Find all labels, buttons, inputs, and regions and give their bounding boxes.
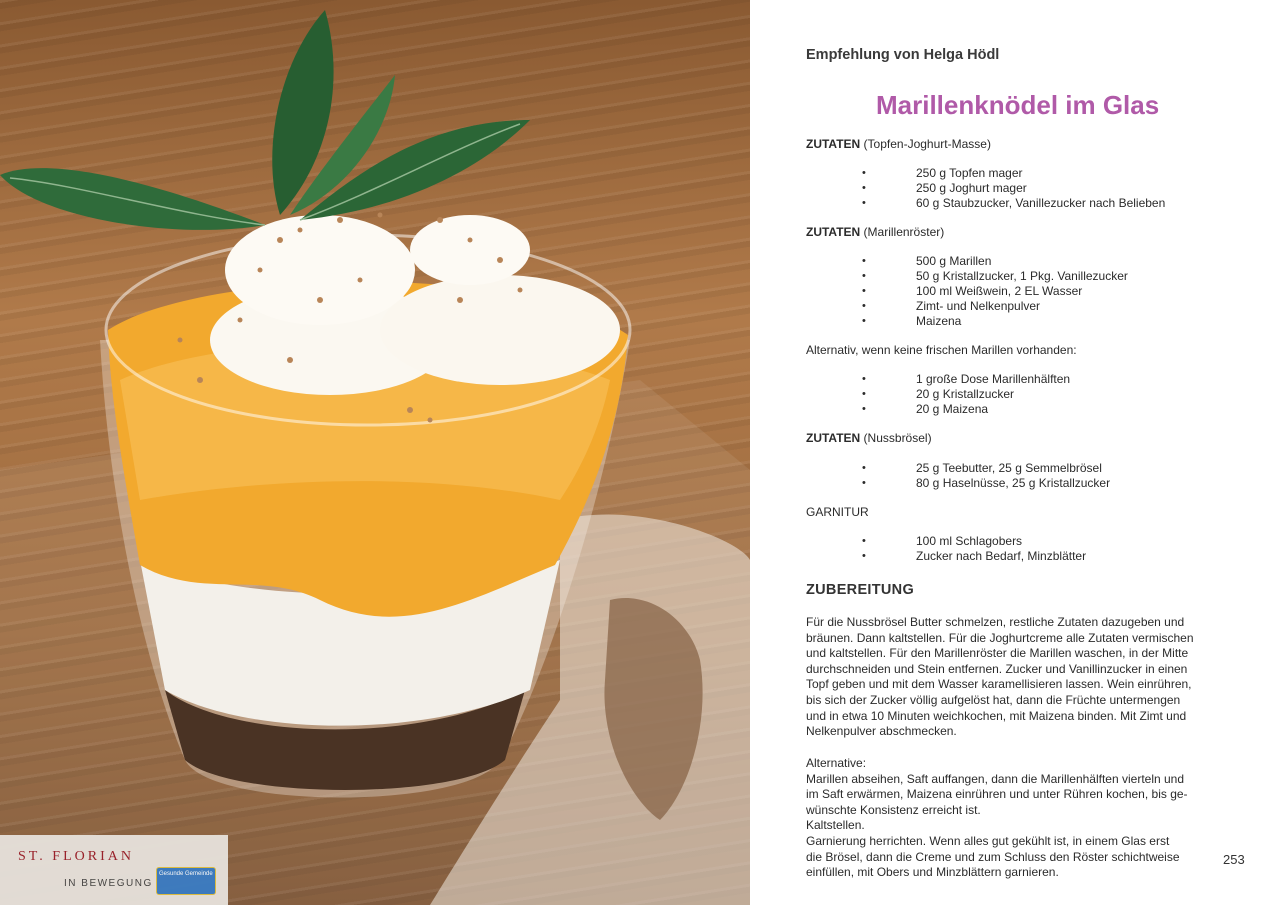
text-line: einfüllen, mit Obers und Minzblättern garnieren. (806, 865, 1059, 880)
section-heading-bold: ZUTATEN (806, 137, 861, 151)
ingredient-list-roester (806, 254, 1128, 329)
list-item: • Zucker nach Bedarf, Minzblätter (806, 549, 1086, 564)
ingredient-list-nuss (806, 461, 1110, 491)
list-item: • 1 große Dose Marillenhälften (806, 372, 1070, 387)
list-item: • Maizena (806, 314, 1128, 329)
text-line: Alternative: (806, 756, 867, 770)
list-item: • 50 g Kristallzucker, 1 Pkg. Vanillezucker (806, 269, 1128, 284)
page-number: 253 (1223, 852, 1245, 867)
badge-text: Gesunde Gemeinde (159, 871, 213, 877)
page-title: Marillenknödel im Glas (876, 90, 1160, 120)
text-line: bis sich der Zucker völlig aufgelöst hat, dann die Früchte untermengen (806, 692, 1181, 707)
text-line: im Saft erwärmen, Maizena einrühren und unter Rühren kochen, bis ge- (806, 787, 1188, 802)
section-heading-rest: (Topfen-Joghurt-Masse) (860, 137, 991, 151)
text-line: Marillen abseihen, Saft auffangen, dann die Marillenhälften vierteln und (806, 771, 1185, 786)
text-line: und in etwa 10 Minuten weichkochen, mit Maizena binden. Mit Zimt und (806, 708, 1187, 723)
logo-sub-text: IN BEWEGUNG (64, 878, 153, 889)
section-heading-bold: ZUTATEN (806, 431, 861, 445)
section-heading-topfen (806, 137, 991, 152)
alternative-note: Alternativ, wenn keine frischen Marillen vorhanden: (806, 343, 1077, 357)
text-line: Topf geben und mit dem Wasser karamellisieren lassen. Wein einrühren, (806, 677, 1192, 692)
list-item: • 250 g Topfen mager (806, 166, 1165, 181)
logo (0, 835, 228, 905)
list-item: • 20 g Maizena (806, 402, 1070, 417)
list-item: • 25 g Teebutter, 25 g Semmelbrösel (806, 461, 1110, 476)
list-item: • 500 g Marillen (806, 254, 1128, 269)
text-line: Nelkenpulver abschmecken. (806, 724, 957, 739)
recipe-page (806, 0, 1246, 905)
gesunde-gemeinde-badge (156, 867, 216, 895)
section-heading-rest: (Nussbrösel) (860, 431, 932, 445)
list-item: • 100 ml Weißwein, 2 EL Wasser (806, 284, 1128, 299)
list-item: • 80 g Haselnüsse, 25 g Kristallzucker (806, 476, 1110, 491)
list-item: • 60 g Staubzucker, Vanillezucker nach Belieben (806, 196, 1165, 211)
text-line: wünschte Konsistenz erreicht ist. (806, 802, 981, 817)
section-heading-bold: ZUTATEN (806, 225, 861, 239)
preparation-text (806, 615, 1236, 740)
logo-main-text: ST. FLORIAN (18, 849, 134, 864)
recommendation: Empfehlung von Helga Hödl (806, 47, 1000, 63)
text-line: Für die Nussbrösel Butter schmelzen, restliche Zutaten dazugeben und (806, 615, 1185, 629)
text-line: bräunen. Dann kaltstellen. Für die Joghurtcreme alle Zutaten vermischen (806, 630, 1194, 645)
ingredient-list-alternative (806, 372, 1070, 417)
list-item: • 250 g Joghurt mager (806, 181, 1165, 196)
list-item: • 100 ml Schlagobers (806, 534, 1086, 549)
section-heading-rest: (Marillenröster) (860, 225, 945, 239)
preparation-heading: ZUBEREITUNG (806, 582, 915, 598)
section-heading-roester (806, 225, 944, 240)
text-line: und kaltstellen. Für den Marillenröster die Marillen waschen, in der Mitte (806, 646, 1189, 661)
list-item: • Zimt- und Nelkenpulver (806, 299, 1128, 314)
text-line: Kaltstellen. (806, 818, 865, 833)
ingredient-list-topfen (806, 166, 1165, 211)
text-line: die Brösel, dann die Creme und zum Schluss den Röster schichtweise (806, 849, 1180, 864)
alternative-text (806, 756, 1236, 881)
section-heading-garnitur: GARNITUR (806, 505, 869, 519)
ingredient-list-garnitur (806, 534, 1086, 564)
list-item: • 20 g Kristallzucker (806, 387, 1070, 402)
section-heading-nuss (806, 431, 932, 446)
text-line: Garnierung herrichten. Wenn alles gut gekühlt ist, in einem Glas erst (806, 833, 1170, 848)
text-line: durchschneiden und Stein entfernen. Zucker und Vanillinzucker in einen (806, 661, 1188, 676)
